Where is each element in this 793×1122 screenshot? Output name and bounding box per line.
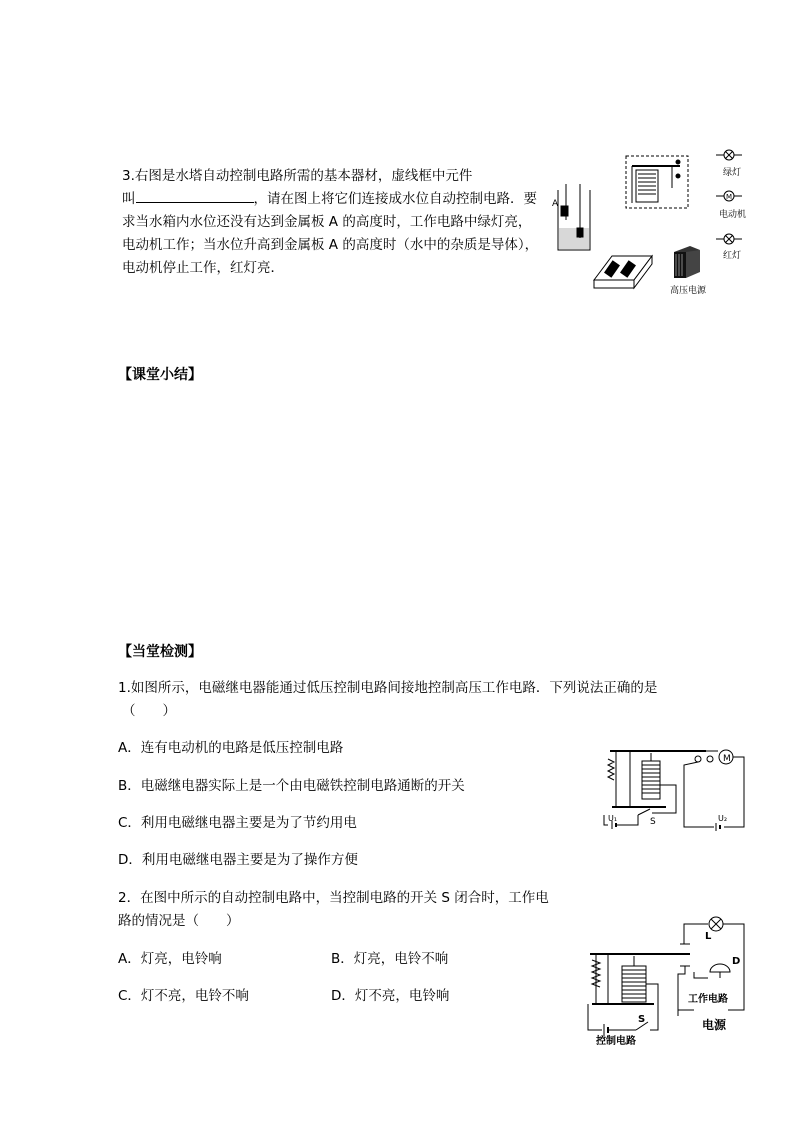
high-voltage-source-icon bbox=[674, 246, 700, 278]
voltage-u2-label: U₂ bbox=[718, 814, 728, 823]
q2-stem1: ．在图中所示的自动控制电路中，当控制电路的开关 S 闭合时，工作电 bbox=[126, 890, 549, 906]
motor-symbol: M bbox=[726, 193, 733, 201]
q2-option-c[interactable]: C．灯不亮，电铃不响 bbox=[118, 988, 249, 1004]
q3-line5: 电动机停止工作，红灯亮． bbox=[122, 260, 284, 276]
q2-number: 2 bbox=[118, 890, 127, 906]
q3-number: 3. bbox=[122, 168, 135, 184]
q1-option-a[interactable]: A．连有电动机的电路是低压控制电路 bbox=[118, 740, 344, 756]
control-circuit-label: 控制电路 bbox=[596, 1036, 636, 1047]
water-tank-beaker bbox=[558, 184, 590, 250]
q1-number: 1. bbox=[118, 680, 131, 696]
q3-line1-text: 右图是水塔自动控制电路所需的基本器材，虚线框中元件 bbox=[134, 168, 473, 184]
relay-icon bbox=[632, 160, 680, 203]
q2-option-b[interactable]: B．灯亮，电铃不响 bbox=[331, 951, 449, 967]
summary-heading: 【课堂小结】 bbox=[118, 367, 202, 383]
motor-label: 电动机 bbox=[719, 210, 747, 220]
red-lamp-icon bbox=[716, 234, 742, 244]
q2-control-figure bbox=[582, 912, 752, 1046]
q3-line2-suffix: ，请在图上将它们连接成水位自动控制电路．要 bbox=[253, 191, 537, 207]
work-circuit-label: 工作电路 bbox=[688, 994, 728, 1005]
q3-line2-prefix: 叫 bbox=[122, 191, 136, 207]
q2-stem-line2: 路的情况是（ ） bbox=[118, 913, 240, 929]
q3-figure bbox=[548, 148, 758, 298]
switch-label-s2: S bbox=[638, 1014, 646, 1025]
q1-stem bbox=[118, 677, 657, 700]
q1-option-d[interactable]: D．利用电磁继电器主要是为了操作方便 bbox=[118, 852, 358, 868]
switch-label-s: S bbox=[650, 817, 656, 827]
q3-line1 bbox=[122, 165, 472, 188]
bell-label-d: D bbox=[732, 956, 741, 967]
high-voltage-label: 高压电源 bbox=[670, 286, 707, 296]
q2-option-a[interactable]: A．灯亮，电铃响 bbox=[118, 951, 222, 967]
q3-line4: 电动机工作；当水位升高到金属板 A 的高度时（水中的杂质是导体）， bbox=[122, 237, 539, 253]
motor-symbol-m: M bbox=[723, 754, 731, 764]
q3-line3: 求当水箱内水位还没有达到金属板 A 的高度时，工作电路中绿灯亮， bbox=[122, 214, 532, 230]
q2-stem-line1 bbox=[118, 887, 549, 910]
red-lamp-label: 红灯 bbox=[723, 251, 742, 261]
battery-box-icon bbox=[594, 256, 652, 288]
q3-answer-blank[interactable] bbox=[136, 188, 254, 203]
voltage-u1-label: U₁ bbox=[608, 814, 618, 823]
power-label: 电源 bbox=[702, 1018, 727, 1032]
q2-option-d[interactable]: D．灯不亮，电铃响 bbox=[331, 988, 450, 1004]
q1-option-b[interactable]: B．电磁继电器实际上是一个由电磁铁控制电路通断的开关 bbox=[118, 778, 465, 794]
q1-answer-paren[interactable]: （ ） bbox=[122, 703, 176, 719]
metal-plate-a-label: A bbox=[552, 199, 559, 209]
q3-line2 bbox=[122, 188, 537, 211]
lamp-label-l: L bbox=[705, 931, 712, 942]
q1-relay-figure bbox=[598, 745, 750, 833]
q1-option-c[interactable]: C．利用电磁继电器主要是为了节约用电 bbox=[118, 815, 357, 831]
green-lamp-icon bbox=[716, 150, 742, 160]
check-heading: 【当堂检测】 bbox=[118, 644, 202, 660]
green-lamp-label: 绿灯 bbox=[723, 168, 742, 178]
q1-stem-text: 如图所示，电磁继电器能通过低压控制电路间接地控制高压工作电路．下列说法正确的是 bbox=[130, 680, 658, 696]
